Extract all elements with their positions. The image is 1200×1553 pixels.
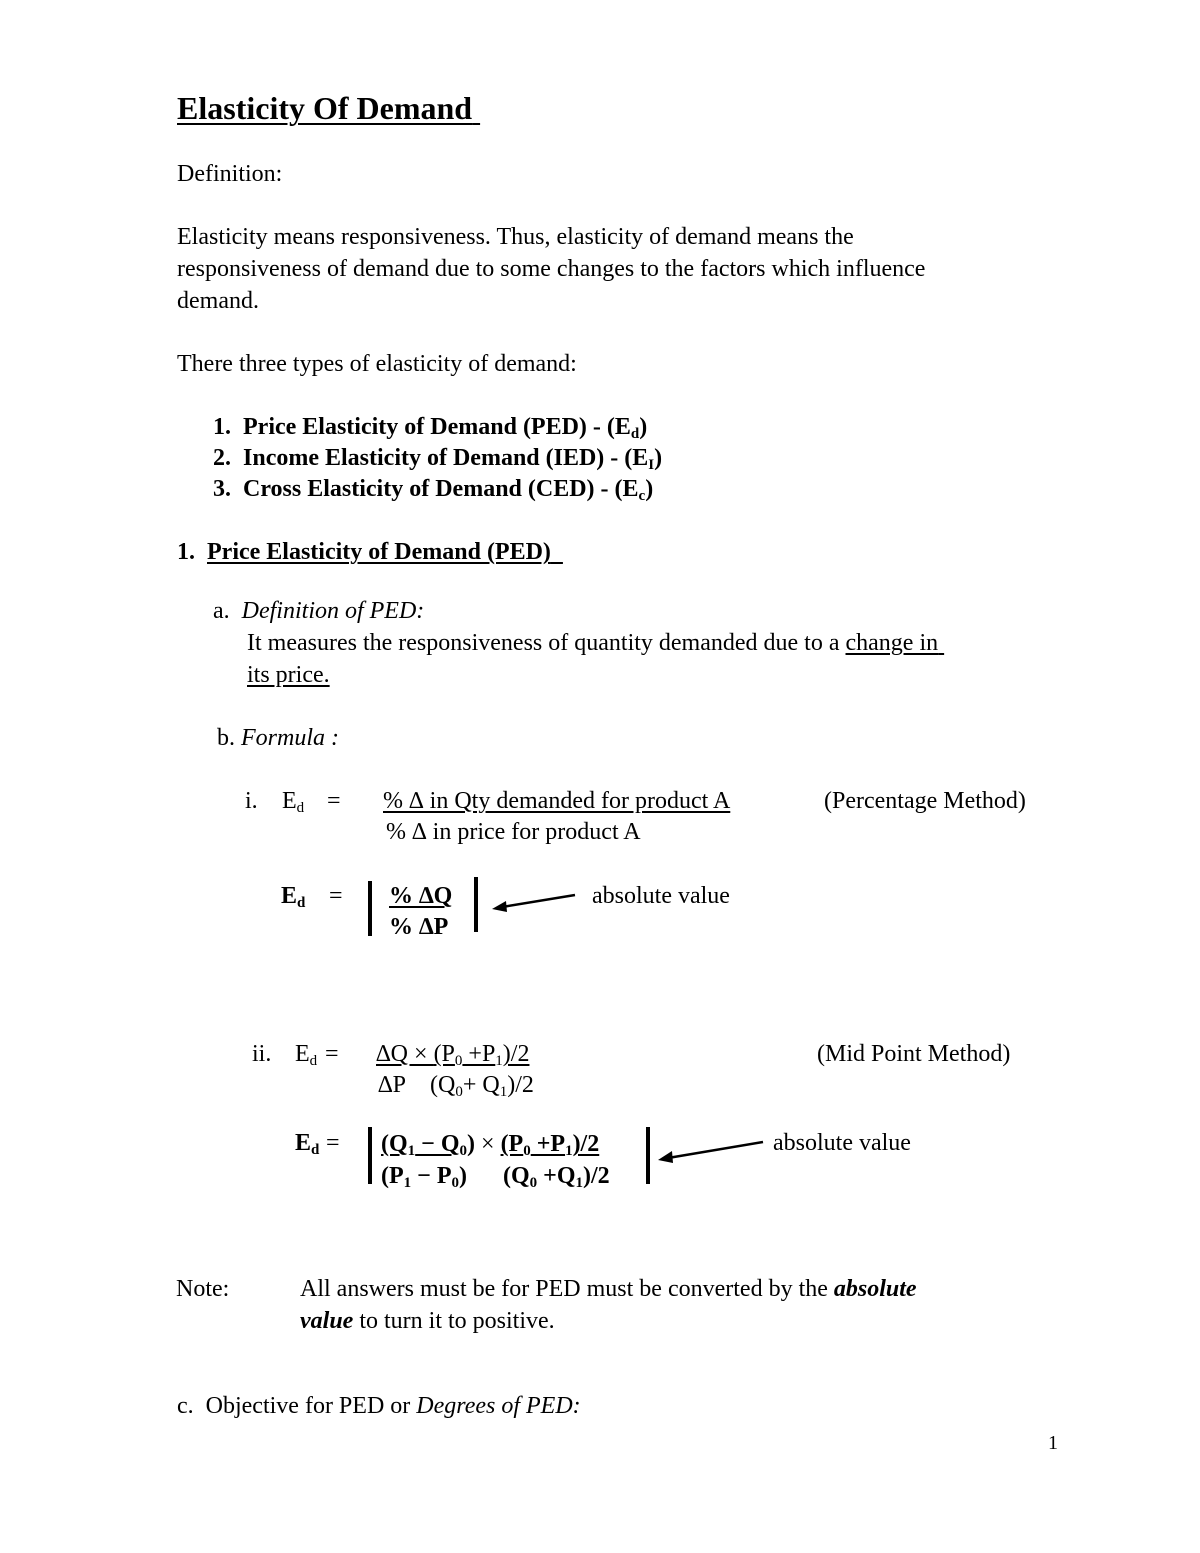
type-item-ied: 2. Income Elasticity of Demand $(IED) - (E_I)$ bbox=[213, 445, 663, 473]
definition-line-1: Elasticity means responsiveness. Thus, elasticity of demand means the bbox=[177, 224, 854, 250]
formula-i-method: (Percentage Method) bbox=[824, 788, 1026, 814]
abs-i-lhs: $E_d$ bbox=[281, 883, 306, 911]
formula-i-numerator: % ∆ in Qty demanded for product A bbox=[383, 788, 731, 814]
abs-ii-denominator: $(P_1 - P_0)$ $(Q_0 +Q_1)/2$ bbox=[381, 1163, 610, 1191]
definition-line-3: demand. bbox=[177, 288, 259, 314]
formula-i-equals: = bbox=[327, 788, 341, 814]
abs-ii-equals: = bbox=[326, 1130, 340, 1156]
type-item-ped: 1. Price Elasticity of Demand $(PED) - (E_d)$ bbox=[213, 414, 648, 442]
note-label: Note: bbox=[176, 1276, 230, 1302]
formula-ii-equals: = bbox=[325, 1041, 339, 1067]
abs-i-denominator: % ∆P bbox=[389, 914, 449, 940]
formula-ii-denominator: ∆P $(Q_0+ Q_1)/2$ bbox=[378, 1072, 534, 1100]
abs-i-label: absolute value bbox=[592, 883, 730, 909]
definition-label: Definition: bbox=[177, 161, 283, 187]
abs-ii-left-bar bbox=[368, 1127, 372, 1184]
page-title: Elasticity Of Demand bbox=[177, 90, 473, 126]
abs-i-arrow-icon bbox=[490, 892, 580, 914]
section-1-heading: 1. Price Elasticity of Demand (PED) bbox=[177, 539, 551, 565]
formula-ii-label: ii. bbox=[252, 1041, 272, 1067]
formula-ii-lhs: $E_d$ bbox=[295, 1041, 318, 1069]
abs-i-equals: = bbox=[329, 883, 343, 909]
part-a-heading: a. Definition of PED: bbox=[213, 598, 425, 624]
abs-i-right-bar bbox=[474, 877, 478, 932]
note-line-1: All answers must be for PED must be converted by the absolute bbox=[300, 1276, 917, 1302]
abs-i-numerator: % ∆Q bbox=[389, 883, 453, 909]
formula-ii-method: (Mid Point Method) bbox=[817, 1041, 1011, 1067]
part-c-heading: c. Objective for PED or Degrees of PED: bbox=[177, 1393, 581, 1419]
formula-i-label: i. bbox=[245, 788, 258, 814]
abs-ii-label: absolute value bbox=[773, 1130, 911, 1156]
part-b-heading: b. Formula : bbox=[217, 725, 339, 751]
abs-ii-right-bar bbox=[646, 1127, 650, 1184]
formula-ii-numerator: $\Delta Q \times (P_0 +P_1)/2$ bbox=[376, 1041, 530, 1069]
abs-ii-lhs: $E_d$ bbox=[295, 1130, 320, 1158]
formula-i-lhs: $E_d$ bbox=[282, 788, 305, 816]
definition-line-2: responsiveness of demand due to some changes to the factors which influence bbox=[177, 256, 926, 282]
formula-i-denominator: % ∆ in price for product A bbox=[386, 819, 641, 845]
part-a-line-2: its price. bbox=[247, 662, 330, 688]
part-a-line-1: It measures the responsiveness of quantity demanded due to a change in bbox=[247, 630, 939, 656]
abs-ii-numerator: $(Q_1 - Q_0) \times (P_0 +P_1)/2$ bbox=[381, 1131, 600, 1159]
types-intro: There three types of elasticity of demand: bbox=[177, 351, 577, 377]
abs-i-left-bar bbox=[368, 881, 372, 936]
note-line-2: value to turn it to positive. bbox=[300, 1308, 555, 1334]
page-number: 1 bbox=[1048, 1432, 1058, 1454]
type-item-ced: 3. Cross Elasticity of Demand $(CED) - (E_c)$ bbox=[213, 476, 654, 504]
abs-ii-arrow-icon bbox=[656, 1139, 766, 1163]
